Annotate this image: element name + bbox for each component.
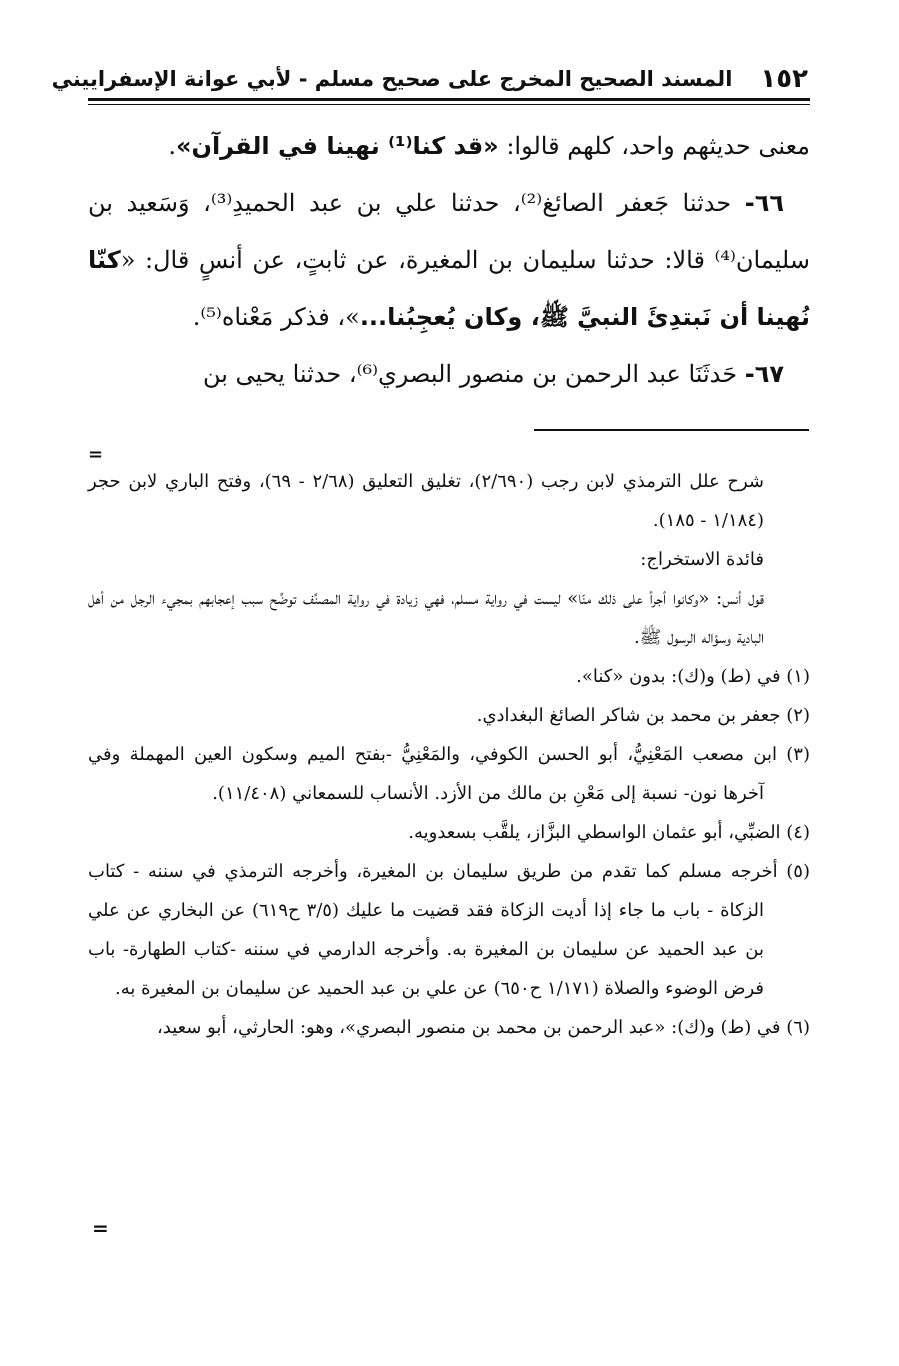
running-title: المسند الصحيح المخرج على صحيح مسلم - لأبي عوانة الإسفراييني bbox=[51, 67, 733, 91]
header-rule bbox=[88, 98, 810, 101]
paragraph-opening bbox=[88, 118, 810, 175]
opening-text: معنى حديثهم واحد، كلهم قالوا: bbox=[498, 132, 810, 160]
footnotes bbox=[88, 462, 810, 1047]
footnote-1: (١) في (ط) و(ك): بدون «كنا». bbox=[576, 666, 810, 687]
main-text bbox=[88, 118, 810, 403]
hadith-number-67: ٦٧- bbox=[744, 360, 784, 388]
hadith-67 bbox=[88, 346, 810, 403]
footnote-separator bbox=[534, 429, 809, 431]
footnote-continuation: شرح علل الترمذي لابن رجب (٢/٦٩٠)، تغليق التعليق (٢/٦٨ - ٦٩)، وفتح الباري لابن حجر (١/١٨٤ - ١٨٥). bbox=[88, 471, 765, 531]
hadith-66-end: »، فذكر مَعْناه⁽⁵⁾. bbox=[192, 303, 360, 331]
hadith-66 bbox=[88, 175, 810, 346]
opening-quote: «قد كنا⁽¹⁾ نهينا في القرآن» bbox=[175, 132, 499, 160]
hadith-67-isnad: حَدثَنَا عبد الرحمن بن منصور البصري⁽⁶⁾، حدثنا يحيى بن bbox=[202, 360, 745, 388]
hadith-66-matn: كنّا نُهينا أن نَبتدِئَ النبيَّ ﷺ، وكان يُعجِبُنا... bbox=[88, 246, 810, 331]
footnote-6: (٦) في (ط) و(ك): «عبد الرحمن بن محمد بن منصور البصري»، وهو: الحارثي، أبو سعيد، bbox=[156, 1017, 810, 1038]
footnote-3: (٣) ابن مصعب المَعْنِيُّ، أبو الحسن الكوفي، والمَعْنِيُّ -بفتح الميم وسكون العين المهملة وفي آخرها نون- نسبة إلى مَعْنِ بن مالك من الأزد. الأنساب للسمعاني (١١/٤٠٨). bbox=[88, 744, 810, 804]
footnote-continued-mark: = bbox=[88, 444, 104, 465]
footnote-5: (٥) أخرجه مسلم كما تقدم من طريق سليمان بن المغيرة، وأخرجه الترمذي في سننه - كتاب الزكاة - باب ما جاء إذا أديت الزكاة فقد قضيت ما عليك (٣/٥ ح٦١٩) عن البخاري عن علي بن عبد الحميد عن سليمان بن المغيرة به. وأخرجه الدارمي في سننه -كتاب الطهارة- باب فرض الوضوء والصلاة (١/١٧١ ح٦٥٠) عن علي بن عبد الحميد عن سليمان بن المغيرة به. bbox=[88, 861, 810, 999]
opening-end: . bbox=[168, 132, 176, 160]
benefit-text: قول أنس: «وكانوا أجرأ على ذلك منّا» ليست في رواية مسلم، فهي زيادة في رواية المصنِّف توضِّح سبب إعجابهم بمجيء الرجل من أهل البادية وسؤاله الرسول ﷺ. bbox=[88, 588, 764, 648]
footnote-continues-mark: = bbox=[92, 1216, 109, 1240]
benefit-heading: فائدة الاستخراج: bbox=[640, 549, 764, 570]
page-number: ١٥٢ bbox=[760, 64, 808, 94]
footnote-4: (٤) الضبِّي، أبو عثمان الواسطي البزَّاز، يلقَّب بسعدويه. bbox=[408, 822, 810, 843]
footnote-2: (٢) جعفر بن محمد بن شاكر الصائغ البغدادي. bbox=[476, 705, 810, 726]
hadith-number-66: ٦٦- bbox=[744, 189, 785, 217]
page-header bbox=[51, 60, 808, 98]
hadith-66-isnad: حدثنا جَعفر الصائغ⁽²⁾، حدثنا علي بن عبد الحميدِ⁽³⁾، وَسَعيد بن سليمان⁽⁴⁾ قالا: حدثنا سليمان بن المغيرة، عن ثابتٍ، عن أنسٍ قال: « bbox=[88, 189, 810, 274]
header-rule-thin bbox=[88, 104, 810, 105]
